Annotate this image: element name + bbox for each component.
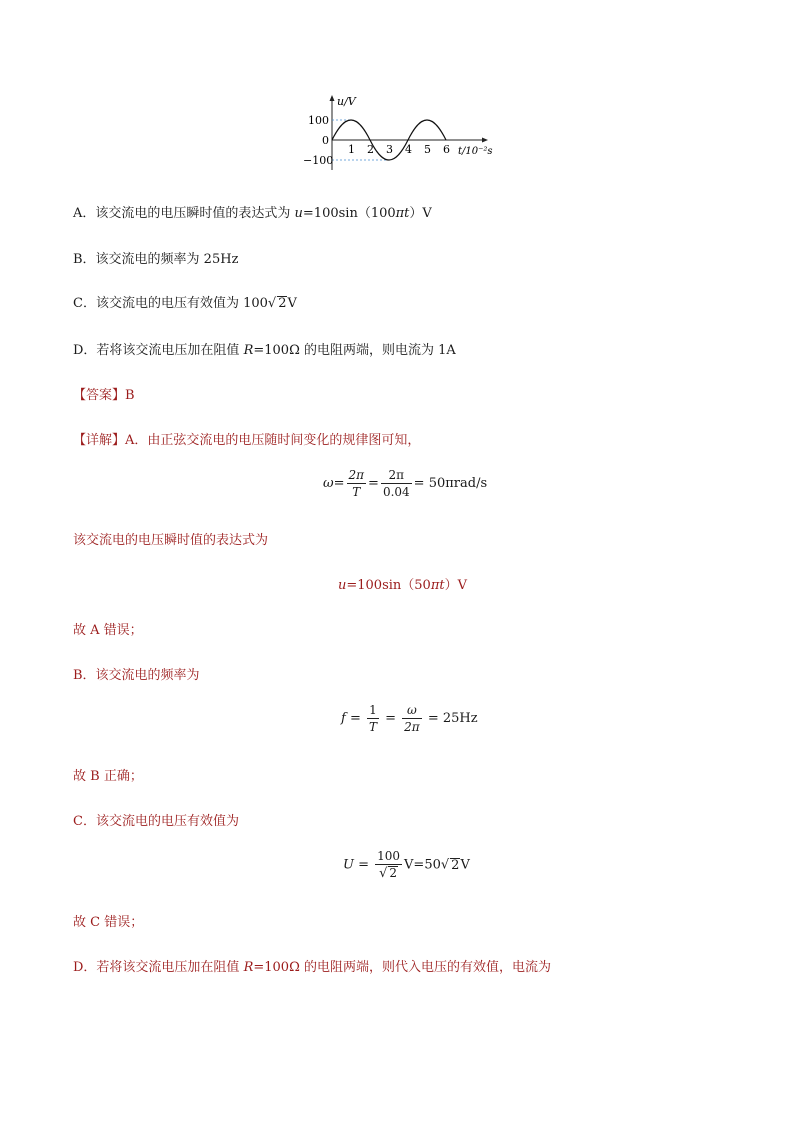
eq3-f1-num: 1 (367, 703, 379, 719)
detail-line-3: 故 A 错误； (73, 623, 143, 638)
option-b: B．该交流电的频率为 25Hz (73, 252, 239, 267)
eq3-fraction-2 (402, 703, 422, 734)
detail-line-7: 故 C 错误； (73, 915, 144, 930)
equation-effective-voltage (343, 849, 470, 881)
eq4-sqrt-symbol: √ (440, 857, 450, 873)
eq3-equals-2: = (381, 711, 401, 726)
eq1-fraction-1 (347, 468, 367, 499)
eq3-f1-den: T (368, 720, 377, 734)
sqrt-symbol: √ (267, 296, 277, 311)
x-axis-label: t/10⁻²s (458, 146, 493, 157)
option-a (73, 202, 432, 221)
equation-omega (323, 468, 487, 499)
eq4-den-sqrt-symbol: √ (379, 866, 388, 881)
y-tick-neg100: −100 (303, 154, 334, 167)
option-d-prefix: D．若将该交流电压加在阻值 (73, 343, 244, 358)
y-tick-0: 0 (322, 134, 329, 147)
answer-bracket: 【答案】 (73, 388, 126, 403)
detail-line-2: 该交流电的电压瞬时值的表达式为 (73, 533, 269, 548)
voltage-waveform-graph (300, 92, 510, 174)
eq4-fraction (375, 849, 402, 881)
detail-line-1 (73, 429, 420, 448)
y-axis-arrow (330, 95, 335, 101)
x-tick-6: 6 (443, 143, 450, 156)
eq2-end: ）V (444, 578, 467, 593)
option-c-prefix: C．该交流电的电压有效值为 100 (73, 296, 268, 311)
detail-line8-end: =100Ω 的电阻两端，则代入电压的有效值，电流为 (253, 960, 551, 975)
option-d (73, 339, 456, 358)
eq4-num: 100 (377, 849, 401, 863)
option-d-var: R (243, 343, 254, 358)
equation-u (338, 574, 467, 593)
detail-line-5: 故 B 正确； (73, 769, 143, 784)
detail-bracket: 【详解】 (73, 433, 126, 448)
option-a-mid: =100sin（100 (302, 206, 396, 221)
eq3-result: = 25Hz (423, 711, 478, 726)
answer-line (73, 384, 135, 403)
equation-frequency (341, 703, 478, 734)
eq2-var: u (338, 578, 347, 593)
option-a-pi: πt (395, 206, 410, 221)
detail-line8-var: R (243, 960, 254, 975)
eq3-f2-den: 2π (404, 720, 420, 734)
eq4-U: U (343, 857, 354, 873)
option-c (73, 292, 297, 311)
option-a-var: u (294, 206, 303, 221)
detail-line-4: B．该交流电的频率为 (73, 668, 200, 683)
x-tick-5: 5 (424, 143, 431, 156)
option-d-end: =100Ω 的电阻两端，则电流为 1A (253, 343, 456, 358)
answer-value: B (125, 388, 135, 403)
eq3-f: f (341, 711, 346, 726)
eq4-equals: = (353, 857, 374, 873)
option-a-end: ）V (409, 206, 432, 221)
eq4-radicand: 2 (451, 857, 460, 873)
eq1-result: = 50πrad/s (413, 476, 488, 491)
eq1-f1-num: 2π (348, 468, 365, 482)
eq3-equals: = (345, 711, 365, 726)
eq1-f1-den: T (352, 485, 361, 499)
eq2-rest: =100sin（50 (346, 578, 431, 593)
eq1-equals-2: = (368, 476, 379, 491)
eq1-fraction-2 (381, 468, 412, 499)
y-tick-100: 100 (308, 114, 329, 127)
eq4-den (375, 865, 402, 881)
option-a-prefix: A．该交流电的电压瞬时值的表达式为 (73, 206, 295, 221)
eq1-equals: = (333, 476, 345, 491)
x-tick-4: 4 (405, 143, 412, 156)
eq4-mid: V=50 (404, 857, 441, 873)
eq4-unit: V (460, 857, 470, 873)
detail-line1-text: A．由正弦交流电的电压随时间变化的规律图可知， (125, 433, 421, 448)
eq3-fraction-1 (367, 703, 379, 734)
option-c-radicand: 2 (278, 296, 287, 311)
x-axis-arrow (482, 138, 488, 143)
eq2-pi: πt (430, 578, 445, 593)
x-tick-3: 3 (386, 143, 393, 156)
eq3-f2-num: ω (402, 703, 422, 719)
detail-line-6: C．该交流电的电压有效值为 (73, 814, 239, 829)
eq1-f2-den: 0.04 (382, 485, 410, 499)
detail-line-8 (73, 956, 551, 975)
x-tick-1: 1 (348, 143, 355, 156)
detail-line8-prefix: D．若将该交流电压加在阻值 (73, 960, 244, 975)
eq1-f2-num: 2π (381, 468, 412, 484)
option-c-unit: V (287, 296, 297, 311)
eq1-omega: ω (323, 476, 334, 491)
x-tick-2: 2 (367, 143, 374, 156)
eq4-den-radicand: 2 (389, 866, 398, 880)
y-axis-label: u/V (337, 95, 356, 108)
